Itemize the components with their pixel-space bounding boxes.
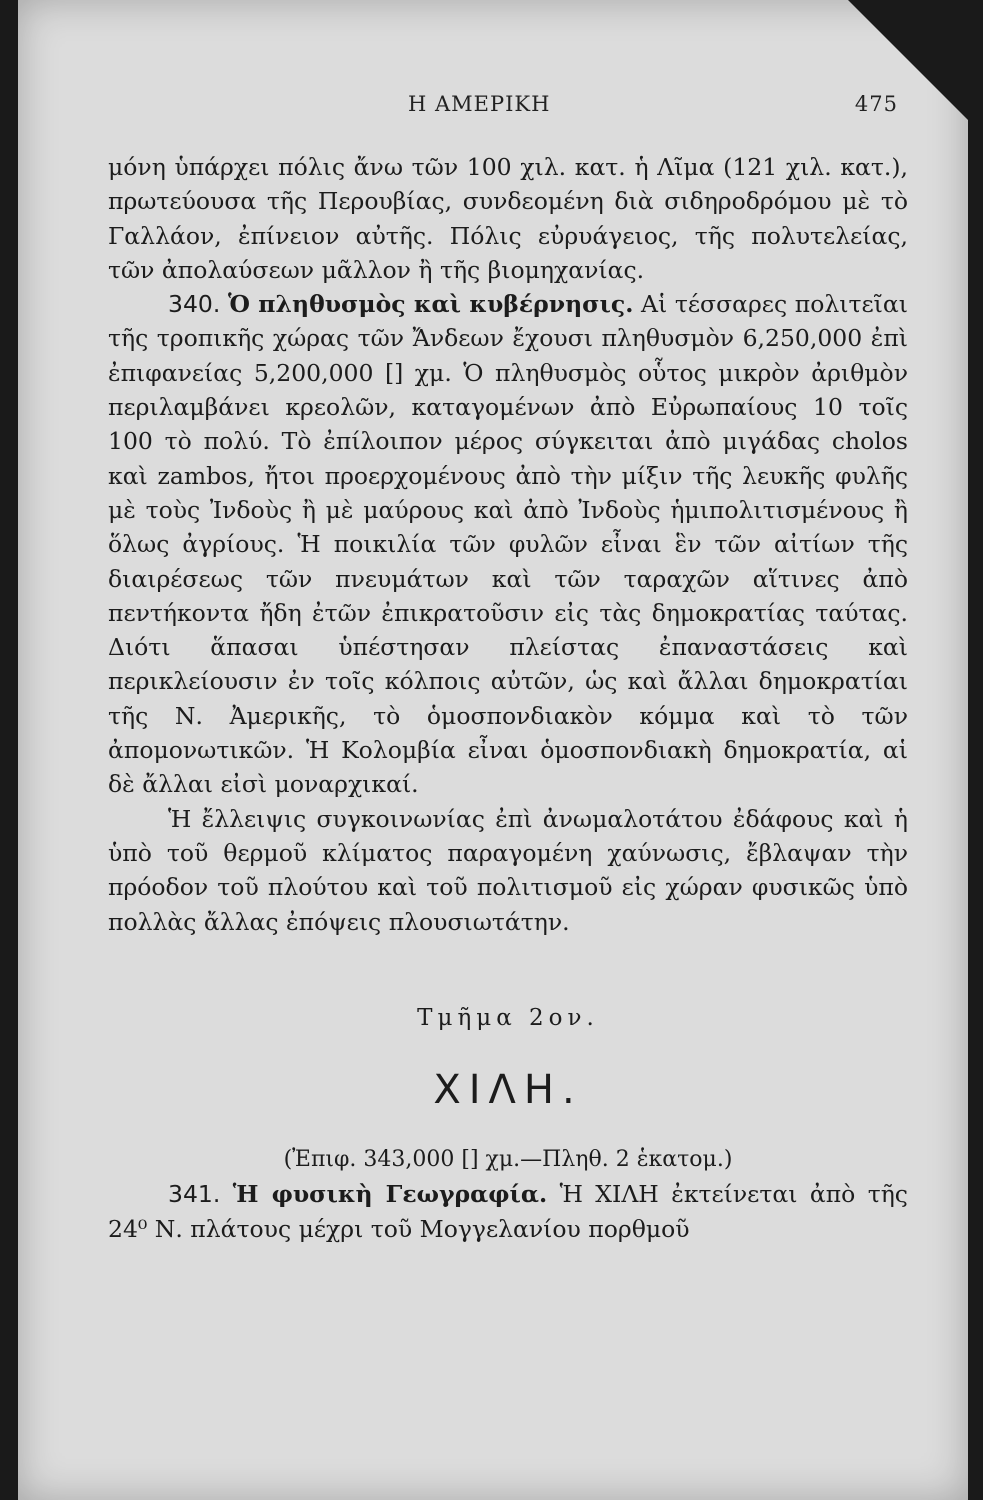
country-stats: (Ἐπιφ. 343,000 [] χμ.—Πληθ. 2 ἑκατομ.) [283, 1147, 733, 1173]
section-heading-340: Ὁ πληθυσμὸς καὶ κυβέρνησις. [227, 290, 634, 319]
paragraph-continued: μόνη ὑπάρχει πόλις ἄνω τῶν 100 χιλ. κατ. ἡ Λῖμα (121 χιλ. κατ.), πρωτεύουσα τῆς Περουβίας, συνδεομένη διὰ σιδηροδρόμου μὲ τὸ Γαλλάον, ἐπίνειον αὐτῆς. Πόλις εὐρυάγειος, τῆς πολυτελείας, τῶν ἀπολαύσεων μᾶλλον ἢ τῆς βιομηχανίας. [108, 153, 908, 284]
country-heading: ΧΙΛΗ. [433, 1067, 583, 1114]
paragraph-340-body: Αἱ τέσσαρες πολιτεῖαι τῆς τροπικῆς χώρας τῶν Ἄνδεων ἔχουσι πληθυσμὸν 6,250,000 ἐπὶ ἐπιφανείας 5,200,000 [] χμ. Ὁ πληθυσμὸς οὗτος μικρὸν ἀριθμὸν περιλαμβάνει κρεολῶν, καταγομένων ἀπὸ Εὐρωπαίους 10 τοῖς 100 τὸ πολύ. Τὸ ἐπίλοιπον μέρος σύγκειται ἀπὸ μιγάδας cholos καὶ zambos, ἤτοι προερχομένους ἀπὸ τὴν μίξιν τῆς λευκῆς φυλῆς μὲ τοὺς Ἰνδοὺς ἢ μὲ μαύρους καὶ ἀπὸ Ἰνδοὺς ἡμιπολιτισμένους ἢ ὅλως ἀγρίους. Ἡ ποικιλία τῶν φυλῶν εἶναι ἓν τῶν αἰτίων τῆς διαιρέσεως τῶν πνευμάτων καὶ τῶν ταραχῶν αἵτινες ἀπὸ πεντήκοντα ἤδη ἐτῶν ἐπικρατοῦσιν εἰς τὰς δημοκρατίας ταύτας. Διότι ἅπασαι ὑπέστησαν πλείστας ἐπαναστάσεις καὶ περικλείουσιν ἐν τοῖς κόλποις αὐτῶν, ὡς καὶ ἄλλαι δημοκρατίαι τῆς Ν. Ἀμερικῆς, τὸ ὁμοσπονδιακὸν κόμμα καὶ τὸ τῶν ἀπομονωτικῶν. Ἡ Κολομβία εἶναι ὁμοσπονδιακὴ δημοκρατία, αἱ δὲ ἄλλαι εἰσὶ μοναρχικαί. [108, 290, 908, 799]
section-number-341: 341. [168, 1180, 221, 1209]
section-label: Τμῆμα 2ον. [417, 1004, 599, 1031]
paragraph-340 [108, 287, 908, 801]
book-page [18, 0, 968, 1500]
section-number-340: 340. [168, 290, 221, 319]
section-heading-341: Ἡ φυσικὴ Γεωγραφία. [232, 1180, 548, 1209]
page-number: 475 [854, 92, 898, 116]
paragraph-communication: Ἡ ἔλλειψις συγκοινωνίας ἐπὶ ἀνωμαλοτάτου ἐδάφους καὶ ἡ ὑπὸ τοῦ θερμοῦ κλίματος παραγομένη χαύνωσις, ἔβλαψαν τὴν πρόοδον τοῦ πλούτου καὶ τοῦ πολιτισμοῦ εἰς χώραν φυσικῶς ὑπὸ πολλὰς ἄλλας ἐπόψεις πλουσιωτάτην. [108, 804, 908, 936]
body-text [108, 150, 908, 1246]
paragraph-341 [108, 1177, 908, 1246]
paragraph-341-body: Ἡ ΧΙΛΗ ἐκτείνεται ἀπὸ τῆς 24⁰ Ν. πλάτους μέχρι τοῦ Μογγελανίου πορθμοῦ [108, 1180, 908, 1243]
header-title: Η ΑΜΕΡΙΚΗ [408, 92, 551, 116]
